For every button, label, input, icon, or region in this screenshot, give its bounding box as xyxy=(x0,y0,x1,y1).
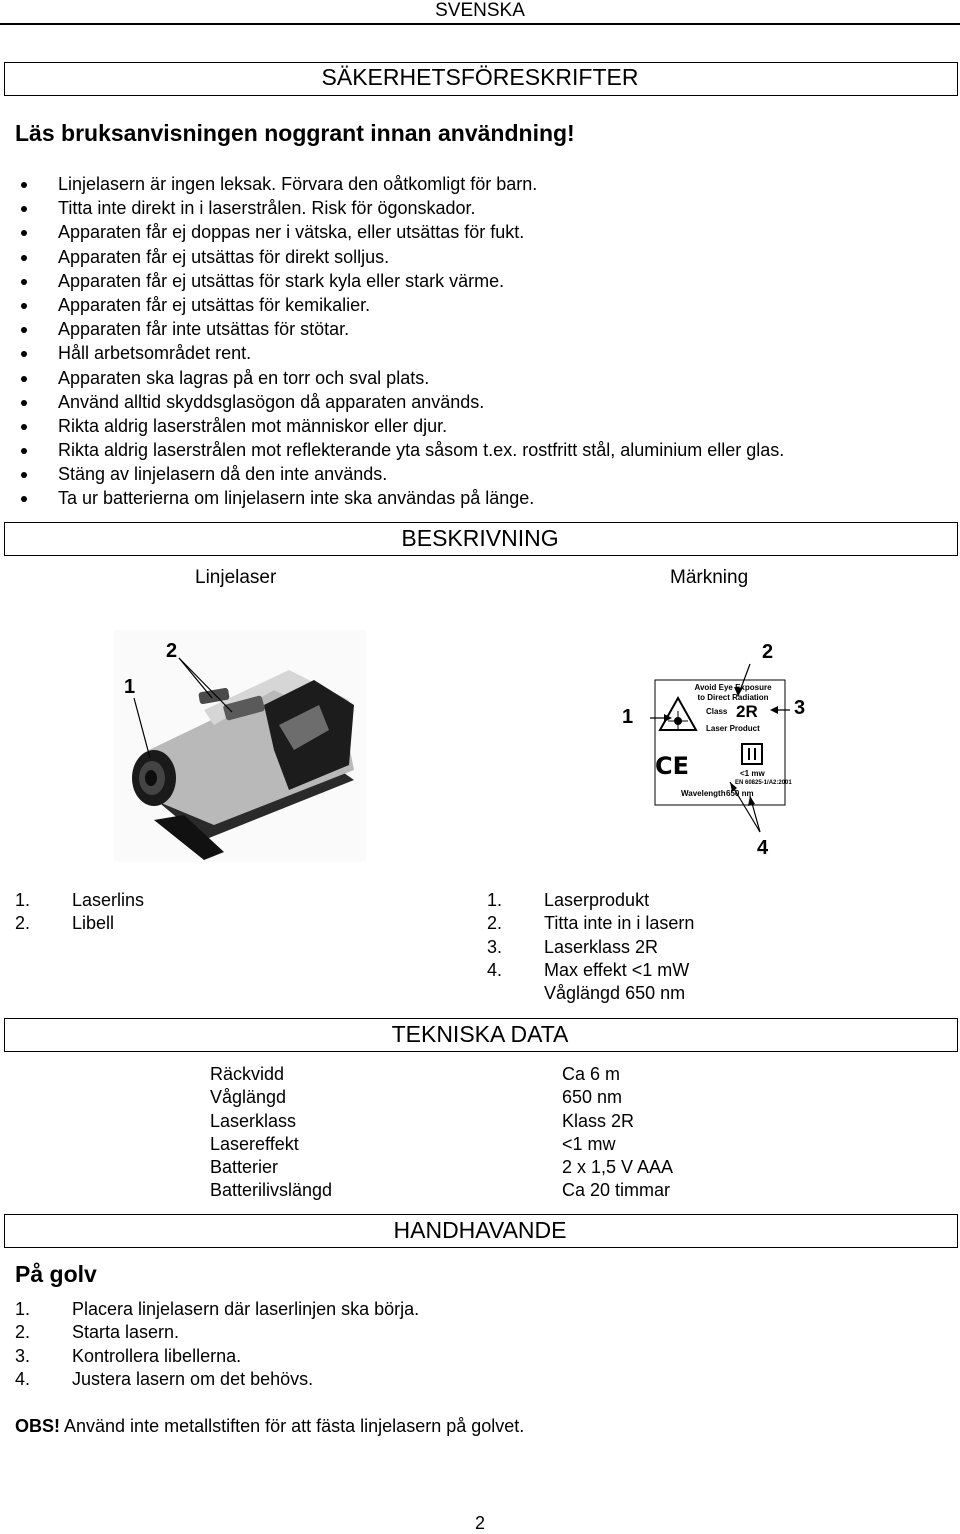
list-item: Linjelasern är ingen leksak. Förvara den oåtkomligt för barn. xyxy=(0,173,960,197)
list-item: Apparaten får inte utsättas för stötar. xyxy=(0,318,960,342)
bullet-icon xyxy=(21,182,27,188)
list-item: Ta ur batterierna om linjelasern inte ska användas på länge. xyxy=(0,487,960,511)
laser-level-image xyxy=(114,630,366,862)
bullet-icon xyxy=(21,327,27,333)
handling-note xyxy=(15,1416,524,1437)
list-item: Använd alltid skyddsglasögon då apparaten används. xyxy=(0,391,960,415)
list-item: 1. Placera linjelasern där laserlinjen ska börja. xyxy=(15,1299,420,1319)
list-item: Apparaten får ej utsättas för direkt solljus. xyxy=(0,246,960,270)
table-row: Batterier 2 x 1,5 V AAA xyxy=(210,1157,674,1178)
label-power: <1 mw xyxy=(740,769,765,778)
table-row: Lasereffekt <1 mw xyxy=(210,1133,616,1154)
note-label: OBS! xyxy=(15,1416,60,1436)
bullet-icon xyxy=(21,496,27,502)
safety-title: SÄKERHETSFÖRESKRIFTER xyxy=(321,64,639,90)
list-item: Håll arbetsområdet rent. xyxy=(0,342,960,366)
header-language: SVENSKA xyxy=(435,0,525,21)
list-item: 1. Laserlins xyxy=(15,890,145,910)
label-product: Laser Product xyxy=(706,724,760,733)
table-row: Räckvidd Ca 6 m xyxy=(210,1064,621,1084)
tech-spec-table xyxy=(210,1063,810,1203)
marking-heading: Märkning xyxy=(670,567,749,588)
list-item: 2. Libell xyxy=(15,913,115,934)
bullet-icon xyxy=(21,424,27,430)
list-item: Apparaten ska lagras på en torr och sval plats. xyxy=(0,367,960,391)
list-item: 2. Titta inte in i lasern xyxy=(487,913,695,934)
list-item: Apparaten får ej utsättas för kemikalier. xyxy=(0,294,960,318)
linjelaser-heading: Linjelaser xyxy=(195,567,277,588)
label-callout-4: 4 xyxy=(757,837,769,859)
label-callout-1: 1 xyxy=(622,706,634,728)
label-class-word: Class xyxy=(706,707,728,716)
header-divider xyxy=(0,23,960,25)
photo-callout-1: 1 xyxy=(124,676,136,698)
list-item: 2. Starta lasern. xyxy=(15,1322,180,1343)
list-item: Apparaten får ej doppas ner i vätska, eller utsättas för fukt. xyxy=(0,221,960,245)
description-title: BESKRIVNING xyxy=(401,525,559,551)
list-item: Rikta aldrig laserstrålen mot reflekterande yta såsom t.ex. rostfritt stål, aluminium eller glas. xyxy=(0,439,960,463)
photo-callout-2: 2 xyxy=(166,640,178,662)
list-item: 3. Kontrollera libellerna. xyxy=(15,1345,242,1366)
bullet-icon xyxy=(21,400,27,406)
label-standard: EN 60825-1/A2:2001 xyxy=(735,780,792,786)
label-callout-3: 3 xyxy=(794,697,806,719)
bullet-icon xyxy=(21,351,27,357)
list-item: Titta inte direkt in i laserstrålen. Risk för ögonskador. xyxy=(0,197,960,221)
list-item: 1. Laserprodukt xyxy=(487,890,650,910)
table-row: Batterilivslängd Ca 20 timmar xyxy=(210,1180,671,1201)
bullet-icon xyxy=(21,448,27,454)
tech-title: TEKNISKA DATA xyxy=(391,1021,569,1047)
label-class-value: 2R xyxy=(736,702,758,721)
laser-level-illustration xyxy=(114,630,366,862)
handling-title: HANDHAVANDE xyxy=(393,1217,567,1243)
note-text: Använd inte metallstiften för att fästa linjelasern på golvet. xyxy=(60,1416,525,1436)
linjelaser-parts-list xyxy=(15,889,315,936)
safety-intro: Läs bruksanvisningen noggrant innan användning! xyxy=(15,120,575,146)
list-item: Apparaten får ej utsättas för stark kyla eller stark värme. xyxy=(0,270,960,294)
label-callout-2: 2 xyxy=(762,641,774,663)
table-row: Laserklass Klass 2R xyxy=(210,1110,635,1131)
bullet-icon xyxy=(21,376,27,382)
laser-warning-label xyxy=(600,630,830,865)
handling-steps-list xyxy=(15,1298,715,1391)
list-item: 3. Laserklass 2R xyxy=(487,936,659,957)
page-number: 2 xyxy=(474,1513,485,1533)
handling-subtitle: På golv xyxy=(15,1261,97,1287)
bullet-icon xyxy=(21,472,27,478)
marking-parts-list xyxy=(487,889,887,1005)
list-item: 4. Justera lasern om det behövs. xyxy=(15,1368,314,1389)
label-wavelength-value: 650 nm xyxy=(726,789,754,798)
list-item: Våglängd 650 nm xyxy=(544,983,686,1004)
label-text-block: Avoid Eye Exposure to Direct Radiation xyxy=(694,683,772,702)
list-item: 4. Max effekt <1 mW xyxy=(487,959,690,980)
ce-mark: CE xyxy=(655,752,690,780)
table-row: Våglängd 650 nm xyxy=(210,1087,623,1108)
list-item: Stäng av linjelasern då den inte används. xyxy=(0,463,960,487)
bullet-icon xyxy=(21,255,27,261)
label-wavelength-word: Wavelength xyxy=(681,789,726,798)
safety-list xyxy=(0,173,960,512)
bullet-icon xyxy=(21,303,27,309)
bullet-icon xyxy=(21,279,27,285)
list-item: Rikta aldrig laserstrålen mot människor eller djur. xyxy=(0,415,960,439)
bullet-icon xyxy=(21,206,27,212)
bullet-icon xyxy=(21,230,27,236)
